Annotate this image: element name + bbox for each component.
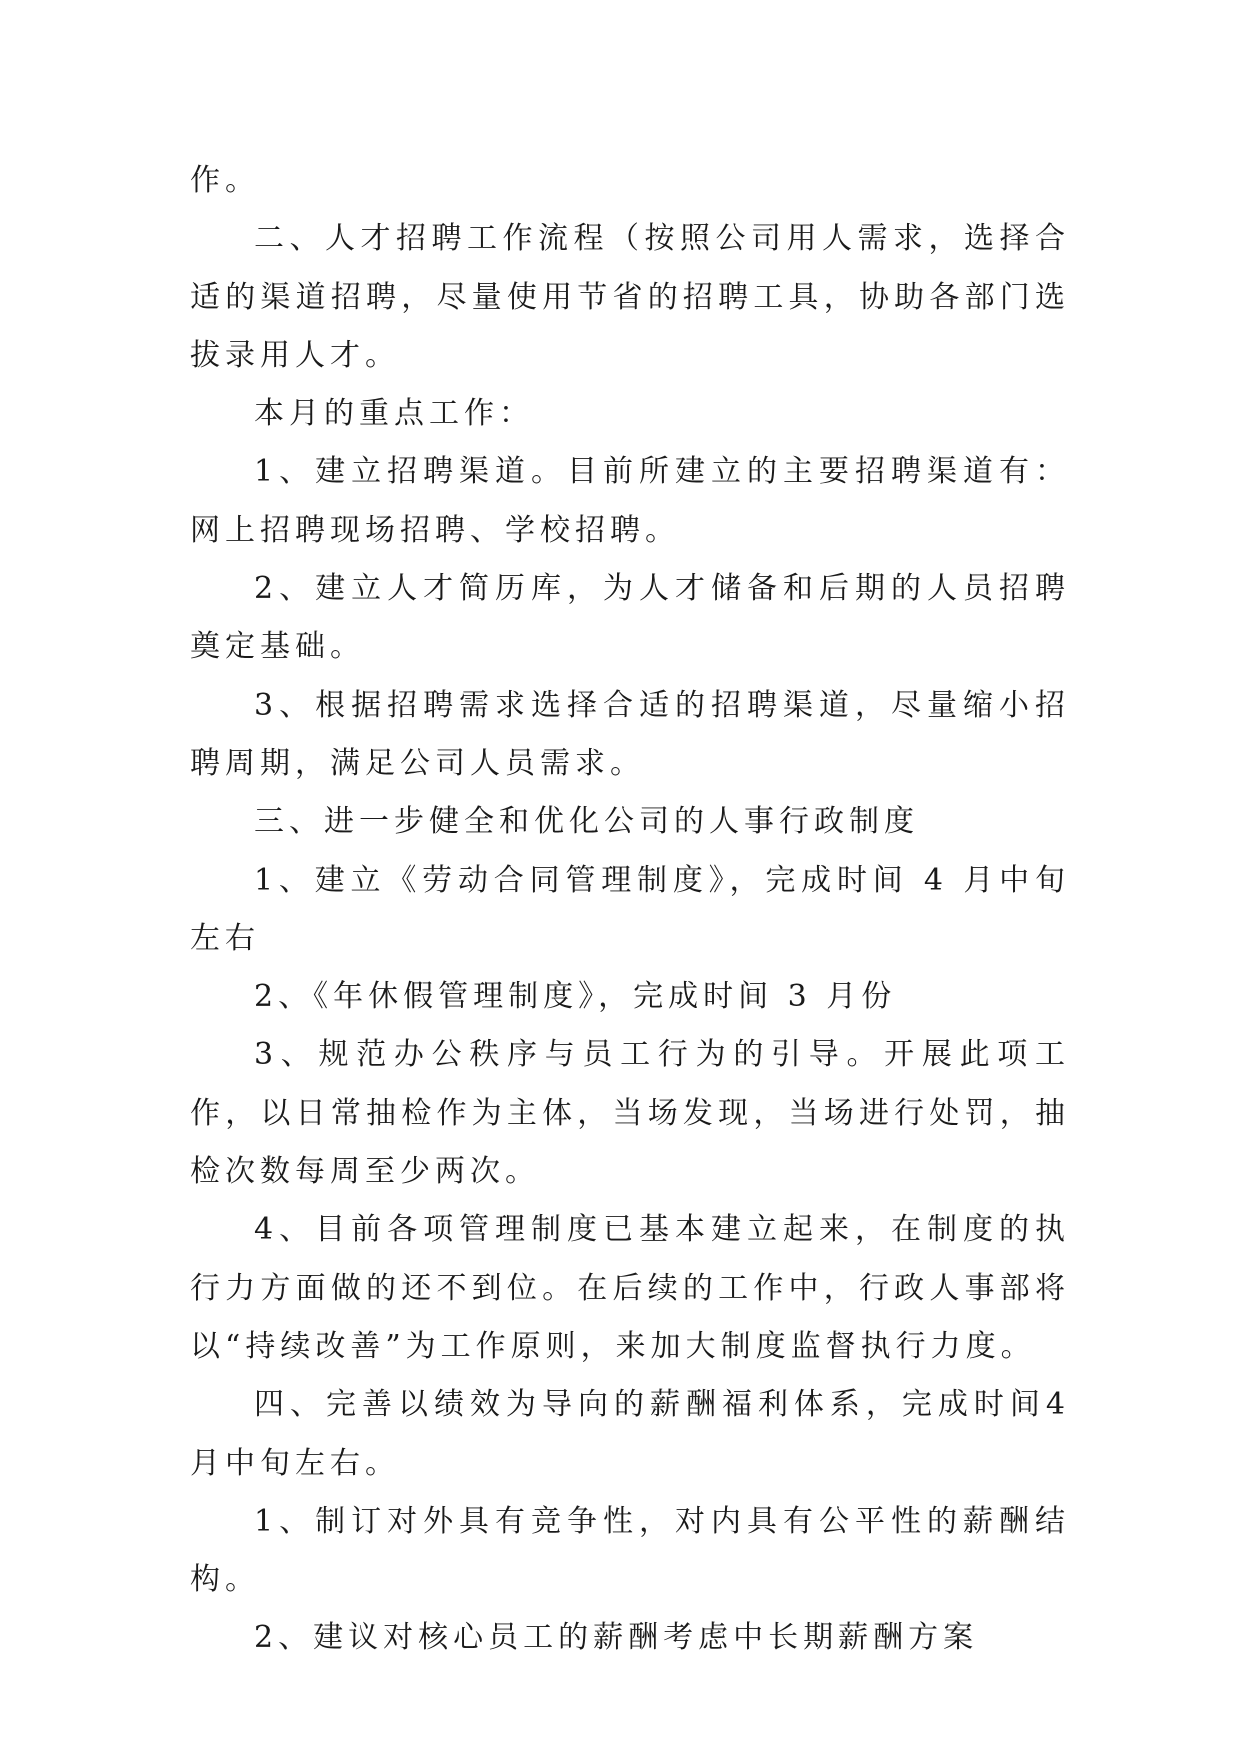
- paragraph-item-2-2: 2、建立人才简历库，为人才储备和后期的人员招聘奠定基础。: [190, 571, 1070, 665]
- paragraph-item-2-1: 1、建立招聘渠道。目前所建立的主要招聘渠道有：网上招聘现场招聘、学校招聘。: [190, 454, 1070, 548]
- paragraph-item-4-2: 2、建议对核心员工的薪酬考虑中长期薪酬方案: [254, 1620, 979, 1656]
- paragraph-item-3-1: 1、建立《劳动合同管理制度》，完成时间 4 月中旬左右: [190, 862, 1070, 956]
- paragraph-item-2-3: 3、根据招聘需求选择合适的招聘渠道，尽量缩小招聘周期，满足公司人员需求。: [190, 687, 1070, 781]
- paragraph-item-3-3: 3、规范办公秩序与员工行为的引导。开展此项工作，以日常抽检作为主体，当场发现，当场进行处罚，抽检次数每周至少两次。: [190, 1037, 1070, 1190]
- paragraph-item-3-2: 2、《年休假管理制度》，完成时间 3 月份: [254, 979, 897, 1015]
- paragraph-section-2-heading: 二、人才招聘工作流程（按照公司用人需求，选择合适的渠道招聘，尽量使用节省的招聘工具，协助各部门选拔录用人才。: [190, 221, 1070, 373]
- paragraph-section-4-heading: 四、完善以绩效为导向的薪酬福利体系，完成时间4月中旬左右。: [190, 1387, 1070, 1481]
- paragraph-section-3-heading: 三、进一步健全和优化公司的人事行政制度: [254, 804, 919, 840]
- document-page: [190, 152, 1070, 1668]
- paragraph-item-3-4: 4、目前各项管理制度已基本建立起来，在制度的执行力方面做的还不到位。在后续的工作中，行政人事部将以“持续改善”为工作原则，来加大制度监督执行力度。: [190, 1212, 1070, 1364]
- paragraph-continuation: 作。: [190, 163, 260, 198]
- paragraph-item-4-1: 1、制订对外具有竞争性，对内具有公平性的薪酬结构。: [190, 1503, 1070, 1598]
- paragraph-monthly-focus: 本月的重点工作：: [254, 396, 534, 432]
